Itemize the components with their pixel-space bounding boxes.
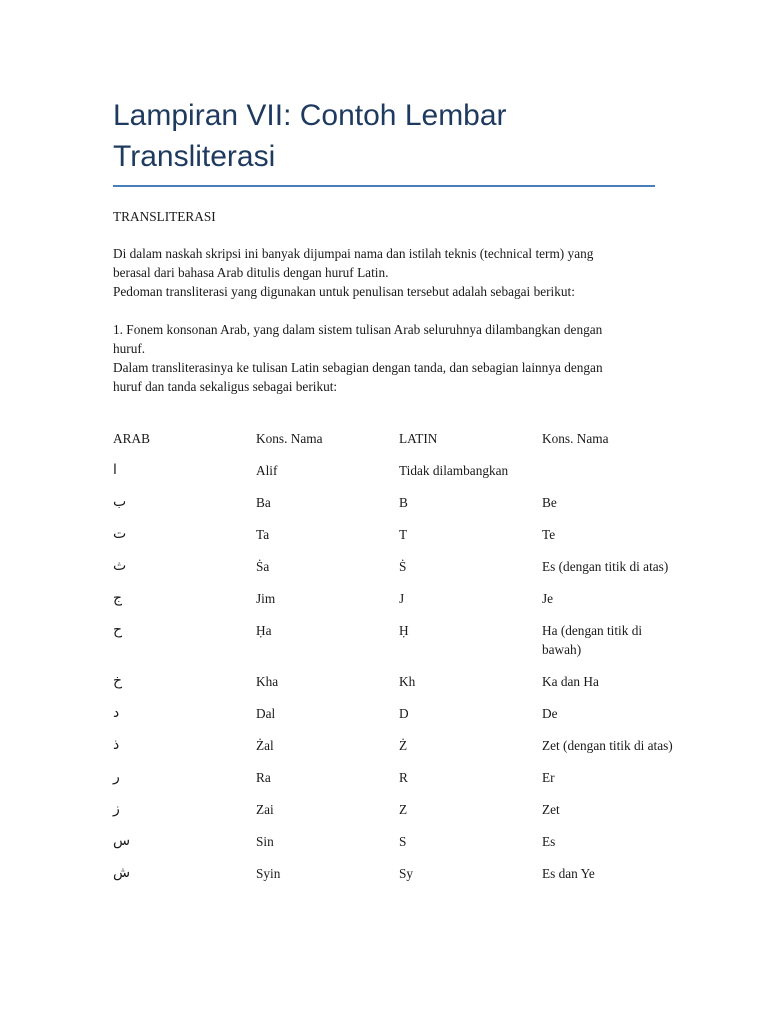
table-row bbox=[113, 589, 685, 621]
table-row bbox=[113, 621, 685, 672]
cell-kons-nama: Ba bbox=[256, 495, 271, 510]
cell-kons-nama: Ra bbox=[256, 770, 271, 785]
cell-kons-nama: Zai bbox=[256, 802, 274, 817]
cell-arab: ا bbox=[113, 462, 117, 478]
cell-latin: Ḥ bbox=[399, 623, 409, 638]
cell-kons-nama: Żal bbox=[256, 738, 274, 753]
cell-arab: ذ bbox=[113, 737, 120, 753]
cell-kons-nama-latin: Es bbox=[542, 834, 556, 849]
table-row bbox=[113, 800, 685, 832]
title-line-2: Transliterasi bbox=[113, 140, 276, 173]
page-title bbox=[113, 0, 655, 187]
cell-arab: خ bbox=[113, 673, 123, 689]
cell-kons-nama: Kha bbox=[256, 674, 279, 689]
cell-kons-nama-latin: Es (dengan titik di atas) bbox=[542, 559, 669, 574]
cell-kons-nama-latin: Je bbox=[542, 591, 554, 606]
intro-line: berasal dari bahasa Arab ditulis dengan huruf Latin. bbox=[113, 265, 389, 280]
cell-latin: Ṡ bbox=[399, 559, 407, 574]
table-row bbox=[113, 864, 685, 896]
section-1-line: 1. Fonem konsonan Arab, yang dalam sistem tulisan Arab seluruhnya dilambangkan dengan bbox=[113, 322, 603, 337]
cell-kons-nama-latin: Be bbox=[542, 495, 557, 510]
intro-line: Pedoman transliterasi yang digunakan untuk penulisan tersebut adalah sebagai berikut: bbox=[113, 284, 575, 299]
cell-arab: ب bbox=[113, 494, 127, 510]
section-1-line: huruf. bbox=[113, 341, 146, 356]
cell-latin: J bbox=[399, 591, 405, 606]
intro-line: Di dalam naskah skripsi ini banyak dijumpai nama dan istilah teknis (technical term) yang bbox=[113, 246, 594, 261]
cell-arab: ث bbox=[113, 558, 127, 574]
cell-arab: ج bbox=[113, 590, 123, 606]
cell-kons-nama: Ṡa bbox=[256, 559, 270, 574]
cell-latin: B bbox=[399, 495, 408, 510]
cell-arab: س bbox=[113, 833, 131, 849]
cell-kons-nama: Ḥa bbox=[256, 623, 272, 638]
header-kons-nama: Kons. Nama bbox=[256, 431, 323, 446]
table-header-row bbox=[113, 429, 685, 461]
cell-arab: ح bbox=[113, 622, 123, 638]
table-row bbox=[113, 832, 685, 864]
cell-latin: Z bbox=[399, 802, 408, 817]
cell-latin: Tidak dilambangkan bbox=[399, 463, 509, 478]
header-latin: LATIN bbox=[399, 431, 438, 446]
cell-kons-nama-latin: Ha (dengan titik di bawah) bbox=[542, 623, 643, 657]
table-row bbox=[113, 704, 685, 736]
table-row bbox=[113, 525, 685, 557]
cell-latin: Sy bbox=[399, 866, 414, 881]
document-page bbox=[113, 0, 673, 896]
table-row bbox=[113, 768, 685, 800]
table-row bbox=[113, 557, 685, 589]
cell-kons-nama: Dal bbox=[256, 706, 276, 721]
cell-kons-nama: Ta bbox=[256, 527, 270, 542]
table-row bbox=[113, 461, 685, 493]
header-arab: ARAB bbox=[113, 431, 150, 446]
cell-kons-nama-latin: Te bbox=[542, 527, 556, 542]
cell-arab: ت bbox=[113, 526, 127, 542]
cell-latin: T bbox=[399, 527, 408, 542]
cell-latin: R bbox=[399, 770, 408, 785]
cell-kons-nama-latin: Zet bbox=[542, 802, 560, 817]
cell-arab: ز bbox=[113, 801, 120, 817]
transliteration-table bbox=[113, 429, 685, 896]
cell-kons-nama: Sin bbox=[256, 834, 274, 849]
cell-kons-nama: Syin bbox=[256, 866, 281, 881]
header-kons-nama-latin: Kons. Nama bbox=[542, 431, 609, 446]
section-1-line: huruf dan tanda sekaligus sebagai berikut: bbox=[113, 379, 338, 394]
cell-kons-nama-latin: Er bbox=[542, 770, 555, 785]
intro-paragraph bbox=[113, 244, 655, 301]
table-row bbox=[113, 672, 685, 704]
cell-kons-nama-latin: Ka dan Ha bbox=[542, 674, 599, 689]
cell-kons-nama: Alif bbox=[256, 463, 278, 478]
section-label: TRANSLITERASI bbox=[113, 209, 216, 224]
cell-arab: ش bbox=[113, 865, 131, 881]
cell-kons-nama-latin: De bbox=[542, 706, 558, 721]
cell-kons-nama-latin: Zet (dengan titik di atas) bbox=[542, 738, 673, 753]
cell-arab: د bbox=[113, 705, 120, 721]
cell-latin: Kh bbox=[399, 674, 416, 689]
table-row bbox=[113, 736, 685, 768]
cell-latin: D bbox=[399, 706, 409, 721]
title-line-1: Lampiran VII: Contoh Lembar bbox=[113, 99, 507, 132]
cell-kons-nama-latin: Es dan Ye bbox=[542, 866, 595, 881]
section-1-paragraph bbox=[113, 320, 655, 396]
cell-kons-nama: Jim bbox=[256, 591, 276, 606]
cell-latin: S bbox=[399, 834, 407, 849]
cell-arab: ر bbox=[113, 769, 120, 785]
table-row bbox=[113, 493, 685, 525]
section-1-line: Dalam transliterasinya ke tulisan Latin sebagian dengan tanda, dan sebagian lainnya dengan bbox=[113, 360, 603, 375]
cell-kons-nama-latin bbox=[542, 461, 685, 493]
cell-latin: Ż bbox=[399, 738, 408, 753]
